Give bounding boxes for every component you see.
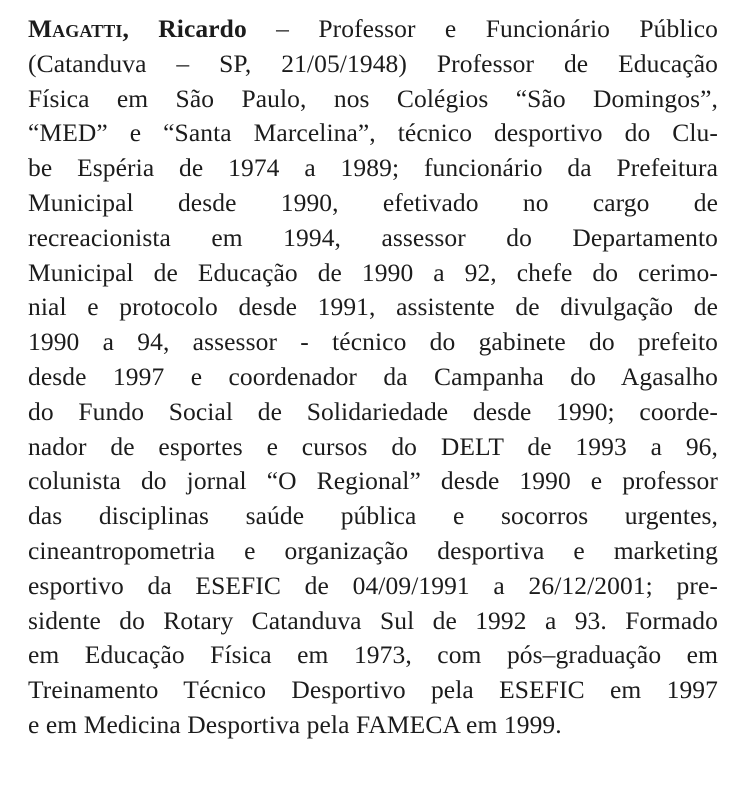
entry-given-name: Ricardo — [158, 14, 247, 43]
entry-line-18: sidente do Rotary Catanduva Sul de 1992 a 93. Formado — [28, 605, 718, 635]
entry-name — [28, 14, 247, 43]
entry-line-9: nial e protocolo desde 1991, assistente de divulgação de — [28, 292, 718, 322]
entry-line-3: Física em São Paulo, nos Colégios “São Domingos”, — [28, 83, 718, 113]
entry-line-17: esportivo da ESEFIC de 04/09/1991 a 26/12/2001; pre- — [28, 570, 718, 600]
entry-line-13: nador de esportes e cursos do DELT de 1993 a 96, — [28, 431, 718, 461]
biography-entry — [28, 12, 718, 743]
entry-line-8: Municipal de Educação de 1990 a 92, chefe do cerimo- — [28, 257, 718, 287]
entry-line-21: e em Medicina Desportiva pela FAMECA em 1999. — [28, 709, 562, 739]
entry-line-5: be Espéria de 1974 a 1989; funcionário da Prefeitura — [28, 153, 718, 183]
entry-line-12: do Fundo Social de Solidariedade desde 1990; coorde- — [28, 396, 718, 426]
entry-line-14: colunista do jornal “O Regional” desde 1990 e professor — [28, 466, 718, 496]
entry-line-11: desde 1997 e coordenador da Campanha do Agasalho — [28, 361, 718, 391]
entry-line-10: 1990 a 94, assessor - técnico do gabinete do prefeito — [28, 327, 718, 357]
entry-line-16: cineantropometria e organização desportiva e marketing — [28, 535, 718, 565]
entry-line-text: – Professor e Funcionário Público — [246, 14, 718, 43]
entry-line-2: (Catanduva – SP, 21/05/1948) Professor de Educação — [28, 48, 718, 78]
entry-line-4: “MED” e “Santa Marcelina”, técnico desportivo do Clu- — [28, 118, 718, 148]
entry-line-19: em Educação Física em 1973, com pós–graduação em — [28, 640, 718, 670]
entry-line-7: recreacionista em 1994, assessor do Departamento — [28, 222, 718, 252]
entry-surname: Magatti, — [28, 14, 129, 43]
entry-line-1 — [28, 12, 718, 47]
entry-line-15: das disciplinas saúde pública e socorros urgentes, — [28, 501, 718, 531]
entry-line-6: Municipal desde 1990, efetivado no cargo de — [28, 187, 718, 217]
entry-line-20: Treinamento Técnico Desportivo pela ESEFIC em 1997 — [28, 675, 718, 705]
